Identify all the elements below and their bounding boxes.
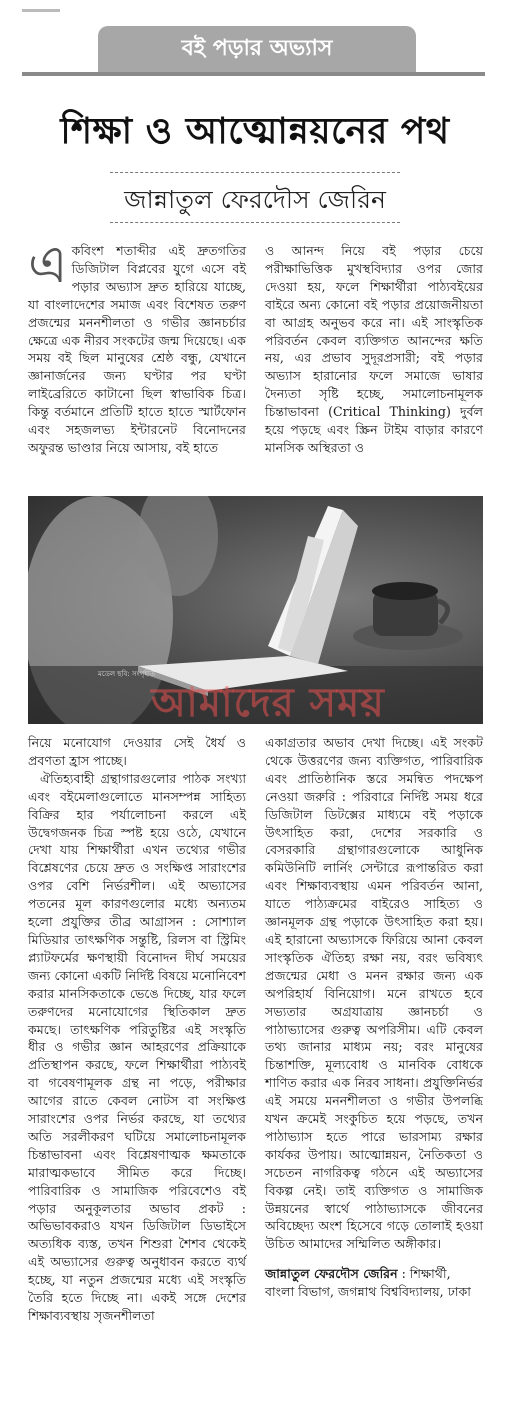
publisher-watermark: আমাদের সময় <box>151 680 385 724</box>
paragraph-text: কবিংশ শতাব্দীর এই দ্রুতগতির ডিজিটাল বিপ্লবের যুগে এসে বই পড়ার অভ্যাস দ্রুত হারিয়ে যাচ্ছে, যা বাংলাদেশের সমাজ এবং বিশেষত তরুণ প্রজন্মের মননশীলতা ও গভীর জ্ঞানচর্চার ক্ষেত্রে এক নীরব সংকটের জন্ম দিয়েছে। এক সময় বই ছিল মানুষের শ্রেষ্ঠ বন্ধু, যেখানে জ্ঞানার্জনের জন্য ঘণ্টার পর ঘণ্টা লাইব্রেরিতে কাটানো ছিল স্বাভাবিক চিত্র। কিন্তু বর্তমানে প্রতিটি হাতে হাতে স্মার্টফোন এবং সহজলভ্য ইন্টারনেট বিনোদনের অফুরন্ত ভাণ্ডার নিয়ে আসায়, বই হাতে <box>28 243 246 455</box>
column-right-top <box>265 242 483 457</box>
photo-credit: মডেল ছবি: সংগৃহীত <box>98 670 156 678</box>
page-edge-mark <box>22 2 62 12</box>
article-photo <box>28 496 483 724</box>
paragraph: একাগ্রতার অভাব দেখা দিচ্ছে। এই সংকট থেকে উত্তরণের জন্য ব্যক্তিগত, পারিবারিক এবং প্রাতিষ্ঠানিক স্তরে সমন্বিত পদক্ষেপ নেওয়া জরুরি : পরিবারে নির্দিষ্ট সময় ধরে ডিজিটাল ডিটক্সের মাধ্যমে বই পড়াকে উৎসাহিত করা, দেশের সরকারি ও বেসরকারি গ্রন্থাগারগুলোকে আধুনিক কমিউনিটি লার্নিং সেন্টারে রূপান্তরিত করা এবং শিক্ষাব্যবস্থায় এমন পরিবর্তন আনা, যাতে পাঠ্যক্রমের বাইরেও সাহিত্য ও জ্ঞানমূলক গ্রন্থ পড়াকে উৎসাহিত করা হয়। এই হারানো অভ্যাসকে ফিরিয়ে আনা কেবল সাংস্কৃতিক ঐতিহ্য রক্ষা নয়, বরং ভবিষ্যৎ প্রজন্মের মেধা ও মনন রক্ষার জন্য এক অপরিহার্য বিনিয়োগ। মনে রাখতে হবে সভ্যতার অগ্রযাত্রায় জ্ঞানচর্চা ও পাঠাভ্যাসের গুরুত্ব অপরিসীম। এটি কেবল তথ্য জানার মাধ্যম নয়; বরং মানুষের চিন্তাশক্তি, মূল্যবোধ ও মানবিক বোধকে শাণিত করার এক নিরব সাধনা। প্রযুক্তিনির্ভর এই সময়ে মননশীলতা ও গভীর উপলব্ধি যখন ক্রমেই সংকুচিত হয়ে পড়ছে, তখন পাঠাভ্যাস হতে পারে ভারসাম্য রক্ষার কার্যকর উপায়। আত্মোন্নয়ন, নৈতিকতা ও সচেতন নাগরিকত্ব গঠনে এই অভ্যাসের বিকল্প নেই। তাই ব্যক্তিগত ও সামাজিক উন্নয়নের স্বার্থে পাঠাভ্যাসকে জীবনের অবিচ্ছেদ্য অংশ হিসেবে গড়ে তোলাই হওয়া উচিত আমাদের সম্মিলিত অঙ্গীকার। <box>265 735 483 1252</box>
author-note <box>265 1265 483 1301</box>
paragraph: নিয়ে মনোযোগ দেওয়ার সেই ধৈর্য ও প্রবণতা হ্রাস পাচ্ছে। <box>28 735 246 768</box>
paragraph: ও আনন্দ নিয়ে বই পড়ার চেয়ে পরীক্ষাভিত্তিক মুখস্থবিদ্যার ওপর জোর দেওয়া হয়, ফলে শিক্ষার্থীরা পাঠ্যবইয়ের বাইরে অন্য কোনো বই পড়ার প্রয়োজনীয়তা বা আগ্রহ অনুভব করে না। এই সাংস্কৃতিক পরিবর্তন কেবল ব্যক্তিগত আনন্দের ক্ষতি নয়, এর প্রভাব সুদূরপ্রসারী; বই পড়ার অভ্যাস হারানোর ফলে সমাজে ভাষার দৈন্যতা সৃষ্টি হচ্ছে, সমালোচনামূলক চিন্তাভাবনা (Critical Thinking) দুর্বল হয়ে পড়ছে এবং স্ক্রিন টাইম বাড়ার কারণে মানসিক অস্থিরতা ও <box>265 243 483 455</box>
column-left-bottom <box>28 734 246 1325</box>
author-note-details: : শিক্ষার্থী, বাংলা বিভাগ, জগন্নাথ বিশ্ববিদ্যালয়, ঢাকা <box>265 1266 471 1300</box>
article-headline: শিক্ষা ও আত্মোন্নয়নের পথ <box>60 111 450 152</box>
section-rule <box>22 72 485 76</box>
article-byline: জান্নাতুল ফেরদৌস জেরিন <box>124 185 386 214</box>
paragraph: ঐতিহ্যবাহী গ্রন্থাগারগুলোর পাঠক সংখ্যা এবং বইমেলাগুলোতে মানসম্পন্ন সাহিত্য বিক্রির হার পর্যালোচনা করলে এই উদ্বেগজনক চিত্র স্পষ্ট হয়ে ওঠে, যেখানে দেখা যায় শিক্ষার্থীরা এখন তথ্যের গভীর বিশ্লেষণের চেয়ে দ্রুত ও সংক্ষিপ্ত সারাংশের ওপর বেশি নির্ভরশীল। এই অভ্যাসের পতনের মূল কারণগুলোর মধ্যে অন্যতম হলো প্রযুক্তির তীব্র আগ্রাসন : সোশ্যাল মিডিয়ার তাৎক্ষণিক সন্তুষ্টি, রিলস বা স্ট্রিমিং প্ল্যাটফর্মের ক্ষণস্থায়ী বিনোদন দীর্ঘ সময়ের জন্য কোনো একটি নির্দিষ্ট বিষয়ে মনোনিবেশ করার মানসিকতাকে ভেঙে দিচ্ছে, যার ফলে তরুণদের মনোযোগের স্থিতিকাল দ্রুত কমছে। তাৎক্ষণিক পরিতুষ্টির এই সংস্কৃতি ধীর ও গভীর জ্ঞান আহরণের প্রক্রিয়াকে প্রতিস্থাপন করছে, ফলে শিক্ষার্থীরা পাঠ্যবই বা গবেষণামূলক গ্রন্থ না পড়ে, পরীক্ষার আগের রাতে কেবল নোটস বা সংক্ষিপ্ত সারাংশের ওপর নির্ভর করছে, যা তথ্যের অতি সরলীকরণ ঘটিয়ে সমালোচনামূলক চিন্তাভাবনা এবং বিশ্লেষণাত্মক ক্ষমতাকে মারাত্মকভাবে সীমিত করে দিচ্ছে। পারিবারিক ও সামাজিক পরিবেশেও বই পড়ার অনুকূলতার অভাব প্রকট : অভিভাবকরাও যখন ডিজিটাল ডিভাইসে অত্যধিক ব্যস্ত, তখন শিশুরা শৈশব থেকেই এই অভ্যাসের গুরুত্ব অনুধাবন করতে ব্যর্থ হচ্ছে, যা নতুন প্রজন্মের মধ্যে এই সংস্কৃতি তৈরি হতে দিচ্ছে না। একই সঙ্গে দেশের শিক্ষাব্যবস্থায় সৃজনশীলতা <box>28 770 246 1323</box>
byline-rule-top <box>110 172 400 173</box>
drop-cap: এ <box>28 235 68 295</box>
column-right-bottom <box>265 734 483 1301</box>
column-left-top <box>28 235 246 457</box>
byline-rule-bottom <box>110 222 400 223</box>
paragraph <box>28 235 246 457</box>
author-note-name: জান্নাতুল ফেরদৌস জেরিন <box>265 1266 398 1282</box>
section-label: বই পড়ার অভ্যাস <box>98 26 416 72</box>
